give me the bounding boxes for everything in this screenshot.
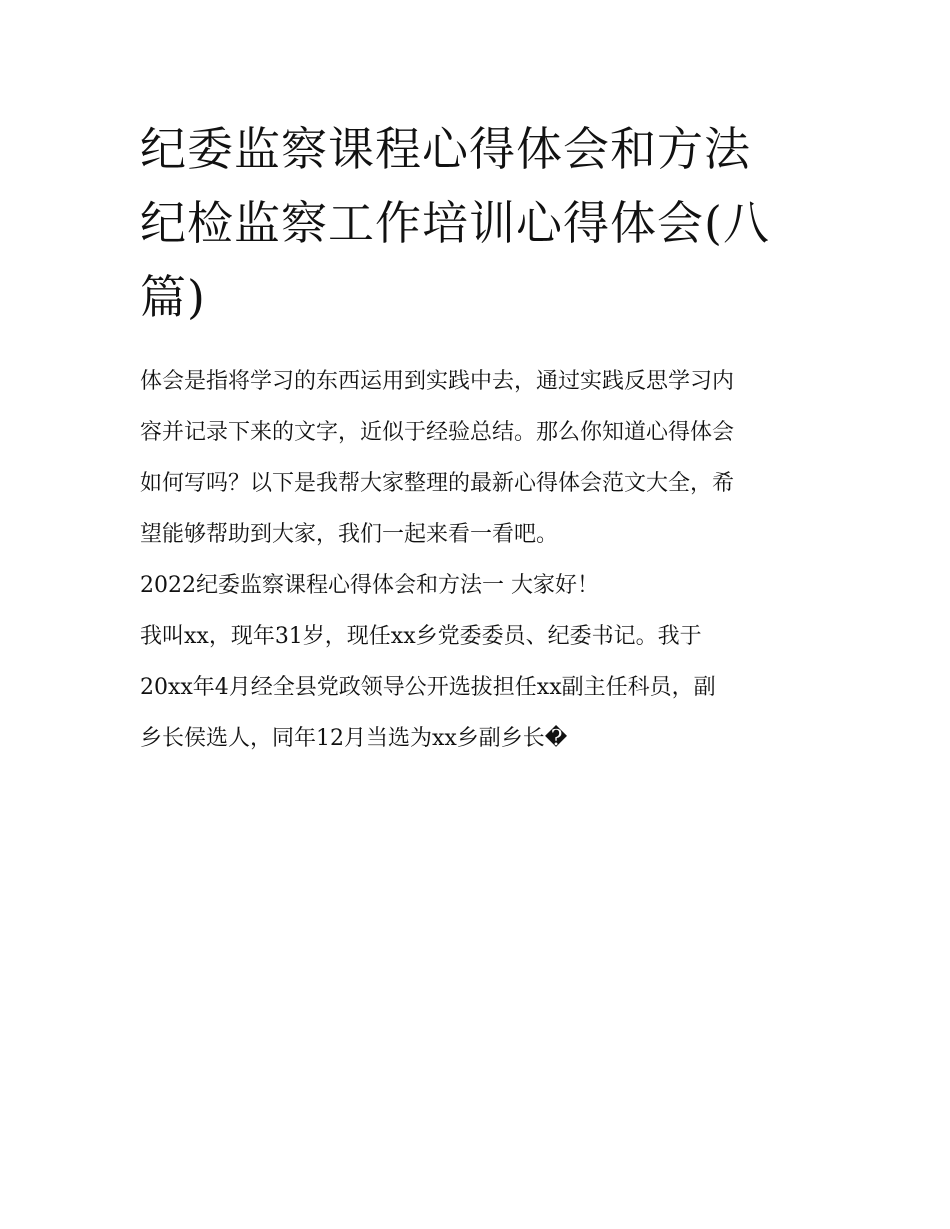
paragraph-line: 20xx年4月经全县党政领导公开选拔担任xx副主任科员，副 [140,675,716,700]
paragraph-line: 容并记录下来的文字，近似于经验总结。那么你知道心得体会 [140,420,735,445]
title-line: 篇) [140,270,206,324]
document-title [140,112,815,334]
paragraph-line: 我叫xx，现年31岁，现任xx乡党委委员、纪委书记。我于 [140,624,702,649]
title-line: 纪委监察课程心得体会和方法 [140,122,751,176]
paragraph-line: 望能够帮助到大家，我们一起来看一看吧。 [140,522,559,547]
title-line: 纪检监察工作培训心得体会(八 [140,196,770,250]
section-heading-line: 2022纪委监察课程心得体会和方法一 大家好！ [140,573,599,598]
document-content [140,112,815,764]
paragraph-line: 乡长侯选人，同年12月当选为xx乡副乡长� [140,726,568,751]
document-body [140,356,815,764]
paragraph-line: 体会是指将学习的东西运用到实践中去，通过实践反思学习内 [140,369,735,394]
paragraph-line: 如何写吗？以下是我帮大家整理的最新心得体会范文大全，希 [140,471,735,496]
